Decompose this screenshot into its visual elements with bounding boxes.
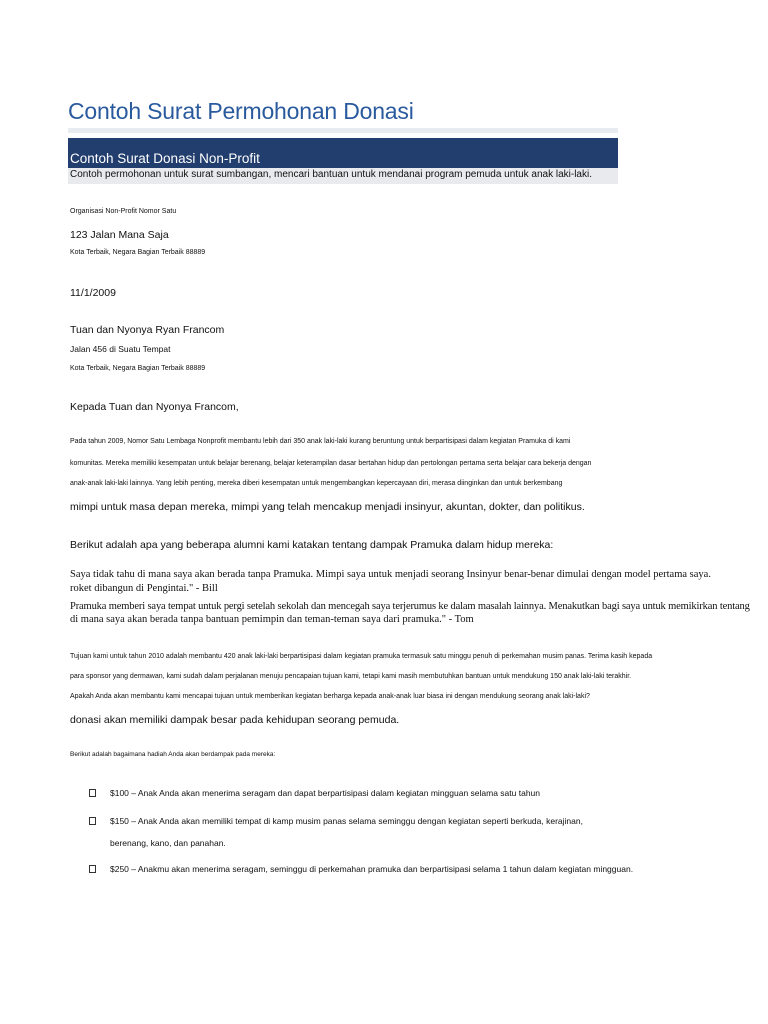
para2-line: para sponsor yang dermawan, kami sudah dalam perjalanan menuju pencapaian tujuan kami, tetapi kami masih membutuhkan bantuan untuk mendukung 150 anak laki-laki terakhir. [70, 673, 632, 680]
quote1-line: roket dibangun di Pengintai." - Bill [70, 583, 218, 594]
alumni-intro: Berikut adalah apa yang beberapa alumni kami katakan tentang dampak Pramuka dalam hidup mereka: [70, 539, 554, 551]
banner-title: Contoh Surat Donasi Non-Profit [70, 151, 260, 166]
para2-line: Apakah Anda akan membantu kami mencapai tujuan untuk memberikan kegiatan berharga kepada anak-anak luar biasa ini dengan mendukung seorang anak laki-laki? [70, 693, 590, 700]
gift-bullet-line: $250 – Anakmu akan menerima seragam, seminggu di perkemahan pramuka dan berpartisipasi selama 1 tahun dalam kegiatan mingguan. [110, 864, 634, 874]
recipient-street: Jalan 456 di Suatu Tempat [70, 344, 171, 354]
quote2-line: Pramuka memberi saya tempat untuk pergi setelah sekolah dan mencegah saya terjerumus ke dalam masalah lainnya. Menakutkan bagi saya untuk memikirkan tentang [70, 601, 750, 612]
salutation: Kepada Tuan dan Nyonya Francom, [70, 401, 239, 413]
gift-bullet-line: $150 – Anak Anda akan memiliki tempat di kamp musim panas selama seminggu dengan kegiatan seperti berkuda, kerajinan, [110, 816, 583, 826]
recipient-name: Tuan dan Nyonya Ryan Francom [70, 324, 225, 336]
recipient-city: Kota Terbaik, Negara Bagian Terbaik 88889 [70, 365, 206, 372]
letter-date: 11/1/2009 [70, 287, 116, 299]
page-title: Contoh Surat Permohonan Donasi [68, 98, 414, 124]
sender-city: Kota Terbaik, Negara Bagian Terbaik 88889 [70, 249, 206, 256]
gift-bullet-line: berenang, kano, dan panahan. [110, 838, 226, 848]
checkbox-bullet-icon [89, 817, 96, 825]
para2-end: donasi akan memiliki dampak besar pada kehidupan seorang pemuda. [70, 714, 400, 726]
gift-bullet-line: $100 – Anak Anda akan menerima seragam dan dapat berpartisipasi dalam kegiatan mingguan selama satu tahun [110, 788, 541, 798]
quote2-line: di mana saya akan berada tanpa bantuan pemimpin dan teman-teman saya dari pramuka." - Tom [70, 614, 474, 625]
title-rule [68, 128, 618, 133]
para2-line: Tujuan kami untuk tahun 2010 adalah membantu 420 anak laki-laki berpartisipasi dalam kegiatan pramuka termasuk satu minggu penuh di perkemahan musim panas. Terima kasih kepada [70, 653, 653, 660]
sender-org: Organisasi Non-Profit Nomor Satu [70, 208, 177, 215]
gift-intro: Berikut adalah bagaimana hadiah Anda akan berdampak pada mereka: [70, 751, 276, 758]
quote1-line: Saya tidak tahu di mana saya akan berada tanpa Pramuka. Mimpi saya untuk menjadi seorang Insinyur benar-benar dimulai dengan model pertama saya. [70, 569, 711, 580]
sender-street: 123 Jalan Mana Saja [70, 229, 169, 241]
para1-line: komunitas. Mereka memiliki kesempatan untuk belajar berenang, belajar keterampilan dasar bertahan hidup dan pertolongan pertama serta belajar cara bekerja dengan [70, 460, 592, 467]
para1-line: anak-anak laki-laki lainnya. Yang lebih penting, mereka diberi kesempatan untuk mengembangkan kepercayaan diri, merasa diinginkan dan untuk berkembang [70, 480, 563, 487]
para1-line: Pada tahun 2009, Nomor Satu Lembaga Nonprofit membantu lebih dari 350 anak laki-laki kurang beruntung untuk berpartisipasi dalam kegiatan Pramuka di kami [70, 438, 571, 445]
checkbox-bullet-icon [89, 789, 96, 797]
para1-end: mimpi untuk masa depan mereka, mimpi yang telah mencakup menjadi insinyur, akuntan, dokter, dan politikus. [70, 501, 585, 513]
banner-subtitle: Contoh permohonan untuk surat sumbangan, mencari bantuan untuk mendanai program pemuda untuk anak laki-laki. [70, 169, 592, 180]
checkbox-bullet-icon [89, 865, 96, 873]
